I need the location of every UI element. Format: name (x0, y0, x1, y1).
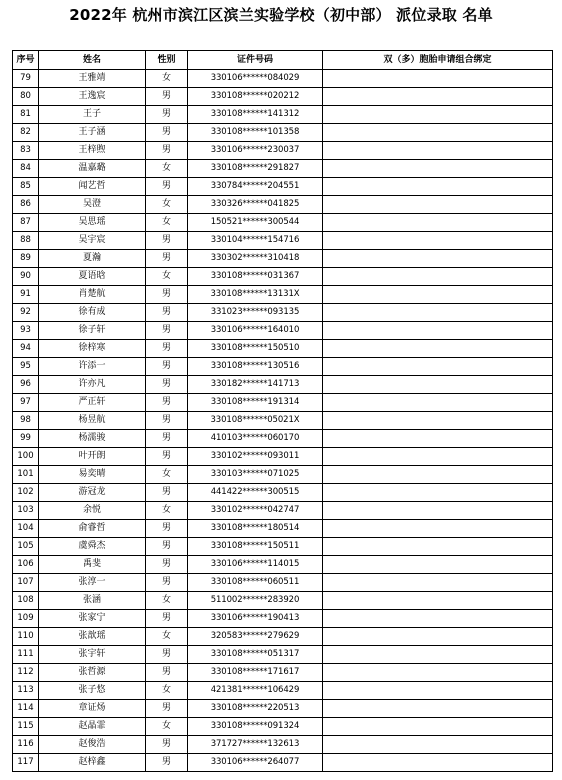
id-number: 330108******051317 (188, 646, 323, 664)
student-gender: 男 (146, 106, 188, 124)
twin-binding (323, 700, 553, 718)
student-name: 温嘉璐 (39, 160, 146, 178)
student-name: 徐梓寒 (39, 340, 146, 358)
id-number: 441422******300515 (188, 484, 323, 502)
twin-binding (323, 250, 553, 268)
table-row (13, 430, 553, 448)
twin-binding (323, 646, 553, 664)
row-index: 102 (13, 484, 39, 502)
table-row (13, 664, 553, 682)
id-number: 330108******130516 (188, 358, 323, 376)
student-name: 张歆瑶 (39, 628, 146, 646)
student-gender: 男 (146, 178, 188, 196)
student-name: 余悦 (39, 502, 146, 520)
student-name: 赵晶霏 (39, 718, 146, 736)
student-gender: 男 (146, 520, 188, 538)
student-name: 王子涵 (39, 124, 146, 142)
id-number: 330108******150510 (188, 340, 323, 358)
student-gender: 女 (146, 628, 188, 646)
row-index: 110 (13, 628, 39, 646)
table-row (13, 340, 553, 358)
twin-binding (323, 448, 553, 466)
student-gender: 女 (146, 268, 188, 286)
id-number: 330103******071025 (188, 466, 323, 484)
row-index: 86 (13, 196, 39, 214)
twin-binding (323, 538, 553, 556)
twin-binding (323, 286, 553, 304)
student-gender: 男 (146, 340, 188, 358)
table-row (13, 592, 553, 610)
row-index: 94 (13, 340, 39, 358)
id-number: 330302******310418 (188, 250, 323, 268)
twin-binding (323, 88, 553, 106)
table-body (13, 70, 553, 772)
table-row (13, 232, 553, 250)
table-row (13, 88, 553, 106)
student-name: 夏瀚 (39, 250, 146, 268)
twin-binding (323, 232, 553, 250)
student-gender: 女 (146, 466, 188, 484)
student-name: 章证炀 (39, 700, 146, 718)
student-name: 张哲源 (39, 664, 146, 682)
student-name: 徐有成 (39, 304, 146, 322)
row-index: 108 (13, 592, 39, 610)
id-number: 330106******084029 (188, 70, 323, 88)
student-gender: 男 (146, 664, 188, 682)
student-gender: 女 (146, 196, 188, 214)
row-index: 91 (13, 286, 39, 304)
id-number: 330108******191314 (188, 394, 323, 412)
id-number: 410103******060170 (188, 430, 323, 448)
student-gender: 男 (146, 484, 188, 502)
student-gender: 男 (146, 232, 188, 250)
id-number: 330106******190413 (188, 610, 323, 628)
row-index: 97 (13, 394, 39, 412)
twin-binding (323, 628, 553, 646)
header-name: 姓名 (39, 51, 146, 70)
twin-binding (323, 466, 553, 484)
row-index: 95 (13, 358, 39, 376)
student-name: 王梓煦 (39, 142, 146, 160)
header-id-number: 证件号码 (188, 51, 323, 70)
row-index: 87 (13, 214, 39, 232)
id-number: 331023******093135 (188, 304, 323, 322)
twin-binding (323, 304, 553, 322)
twin-binding (323, 574, 553, 592)
row-index: 93 (13, 322, 39, 340)
table-row (13, 304, 553, 322)
table-row (13, 484, 553, 502)
twin-binding (323, 214, 553, 232)
id-number: 330108******05021X (188, 412, 323, 430)
twin-binding (323, 592, 553, 610)
row-index: 81 (13, 106, 39, 124)
student-gender: 男 (146, 646, 188, 664)
student-name: 虞舜杰 (39, 538, 146, 556)
row-index: 83 (13, 142, 39, 160)
student-gender: 男 (146, 322, 188, 340)
table-row (13, 412, 553, 430)
id-number: 330108******060511 (188, 574, 323, 592)
student-name: 夏语晗 (39, 268, 146, 286)
table-row (13, 628, 553, 646)
table-row (13, 106, 553, 124)
row-index: 103 (13, 502, 39, 520)
table-row (13, 268, 553, 286)
table-row (13, 610, 553, 628)
twin-binding (323, 340, 553, 358)
table-row (13, 250, 553, 268)
id-number: 330108******171617 (188, 664, 323, 682)
student-gender: 男 (146, 448, 188, 466)
table-row (13, 142, 553, 160)
row-index: 100 (13, 448, 39, 466)
table-row (13, 538, 553, 556)
row-index: 80 (13, 88, 39, 106)
id-number: 330108******101358 (188, 124, 323, 142)
student-gender: 女 (146, 502, 188, 520)
table-row (13, 214, 553, 232)
twin-binding (323, 142, 553, 160)
id-number: 330102******093011 (188, 448, 323, 466)
twin-binding (323, 412, 553, 430)
table-row (13, 322, 553, 340)
twin-binding (323, 196, 553, 214)
twin-binding (323, 610, 553, 628)
table-row (13, 448, 553, 466)
student-name: 张淳一 (39, 574, 146, 592)
row-index: 99 (13, 430, 39, 448)
student-gender: 女 (146, 592, 188, 610)
student-name: 俞睿哲 (39, 520, 146, 538)
student-name: 易奕晴 (39, 466, 146, 484)
twin-binding (323, 754, 553, 772)
row-index: 104 (13, 520, 39, 538)
table-row (13, 682, 553, 700)
student-name: 叶开朗 (39, 448, 146, 466)
student-name: 张子悠 (39, 682, 146, 700)
row-index: 90 (13, 268, 39, 286)
id-number: 421381******106429 (188, 682, 323, 700)
student-gender: 男 (146, 412, 188, 430)
student-gender: 男 (146, 376, 188, 394)
twin-binding (323, 682, 553, 700)
twin-binding (323, 70, 553, 88)
student-name: 张宇轩 (39, 646, 146, 664)
id-number: 371727******132613 (188, 736, 323, 754)
twin-binding (323, 718, 553, 736)
table-row (13, 376, 553, 394)
table-header-row (13, 51, 553, 70)
student-gender: 男 (146, 124, 188, 142)
student-name: 赵俊浩 (39, 736, 146, 754)
twin-binding (323, 268, 553, 286)
twin-binding (323, 106, 553, 124)
row-index: 92 (13, 304, 39, 322)
row-index: 112 (13, 664, 39, 682)
student-name: 赵梓鑫 (39, 754, 146, 772)
table-row (13, 520, 553, 538)
twin-binding (323, 160, 553, 178)
twin-binding (323, 322, 553, 340)
header-gender: 性别 (146, 51, 188, 70)
table-row (13, 178, 553, 196)
twin-binding (323, 430, 553, 448)
twin-binding (323, 484, 553, 502)
id-number: 330108******220513 (188, 700, 323, 718)
student-gender: 女 (146, 160, 188, 178)
twin-binding (323, 664, 553, 682)
student-gender: 女 (146, 70, 188, 88)
row-index: 114 (13, 700, 39, 718)
table-row (13, 754, 553, 772)
row-index: 82 (13, 124, 39, 142)
id-number: 330108******13131X (188, 286, 323, 304)
id-number: 330182******141713 (188, 376, 323, 394)
student-gender: 男 (146, 538, 188, 556)
twin-binding (323, 178, 553, 196)
student-name: 徐子轩 (39, 322, 146, 340)
table-row (13, 124, 553, 142)
student-gender: 男 (146, 700, 188, 718)
student-name: 严正轩 (39, 394, 146, 412)
student-gender: 男 (146, 754, 188, 772)
row-index: 115 (13, 718, 39, 736)
student-gender: 男 (146, 556, 188, 574)
row-index: 89 (13, 250, 39, 268)
row-index: 84 (13, 160, 39, 178)
id-number: 511002******283920 (188, 592, 323, 610)
id-number: 320583******279629 (188, 628, 323, 646)
student-gender: 男 (146, 250, 188, 268)
student-name: 杨昱航 (39, 412, 146, 430)
row-index: 98 (13, 412, 39, 430)
table-row (13, 160, 553, 178)
id-number: 330108******031367 (188, 268, 323, 286)
id-number: 330108******291827 (188, 160, 323, 178)
student-gender: 女 (146, 214, 188, 232)
twin-binding (323, 736, 553, 754)
document-title: 2022年 杭州市滨江区滨兰实验学校（初中部） 派位录取 名单 (69, 6, 493, 24)
student-name: 禹斐 (39, 556, 146, 574)
table-row (13, 358, 553, 376)
twin-binding (323, 358, 553, 376)
admission-table (12, 50, 553, 772)
twin-binding (323, 520, 553, 538)
id-number: 150521******300544 (188, 214, 323, 232)
row-index: 106 (13, 556, 39, 574)
student-gender: 男 (146, 88, 188, 106)
header-index: 序号 (13, 51, 39, 70)
table-row (13, 286, 553, 304)
twin-binding (323, 376, 553, 394)
table-row (13, 718, 553, 736)
table-row (13, 502, 553, 520)
id-number: 330108******180514 (188, 520, 323, 538)
id-number: 330108******150511 (188, 538, 323, 556)
student-gender: 男 (146, 394, 188, 412)
student-gender: 男 (146, 574, 188, 592)
twin-binding (323, 394, 553, 412)
student-gender: 男 (146, 358, 188, 376)
row-index: 111 (13, 646, 39, 664)
id-number: 330326******041825 (188, 196, 323, 214)
table-row (13, 556, 553, 574)
header-twin-binding: 双（多）胞胎申请组合绑定 (323, 51, 553, 70)
student-gender: 女 (146, 682, 188, 700)
table-row (13, 70, 553, 88)
student-name: 吴思瑶 (39, 214, 146, 232)
table-row (13, 700, 553, 718)
student-name: 王逸宸 (39, 88, 146, 106)
row-index: 88 (13, 232, 39, 250)
student-name: 吴澄 (39, 196, 146, 214)
student-name: 许亦凡 (39, 376, 146, 394)
row-index: 105 (13, 538, 39, 556)
row-index: 117 (13, 754, 39, 772)
twin-binding (323, 556, 553, 574)
student-gender: 男 (146, 142, 188, 160)
student-gender: 男 (146, 610, 188, 628)
student-name: 吴宇宸 (39, 232, 146, 250)
table-row (13, 196, 553, 214)
id-number: 330108******020212 (188, 88, 323, 106)
id-number: 330104******154716 (188, 232, 323, 250)
table-row (13, 646, 553, 664)
twin-binding (323, 124, 553, 142)
student-gender: 女 (146, 718, 188, 736)
table-row (13, 574, 553, 592)
row-index: 79 (13, 70, 39, 88)
table-row (13, 736, 553, 754)
id-number: 330108******141312 (188, 106, 323, 124)
table-row (13, 466, 553, 484)
student-name: 许添一 (39, 358, 146, 376)
row-index: 85 (13, 178, 39, 196)
student-gender: 男 (146, 286, 188, 304)
student-name: 王子 (39, 106, 146, 124)
id-number: 330106******164010 (188, 322, 323, 340)
table-row (13, 394, 553, 412)
id-number: 330108******091324 (188, 718, 323, 736)
student-gender: 男 (146, 304, 188, 322)
row-index: 107 (13, 574, 39, 592)
id-number: 330106******264077 (188, 754, 323, 772)
id-number: 330106******114015 (188, 556, 323, 574)
student-name: 张涵 (39, 592, 146, 610)
id-number: 330106******230037 (188, 142, 323, 160)
row-index: 109 (13, 610, 39, 628)
student-gender: 男 (146, 736, 188, 754)
row-index: 113 (13, 682, 39, 700)
id-number: 330102******042747 (188, 502, 323, 520)
twin-binding (323, 502, 553, 520)
row-index: 96 (13, 376, 39, 394)
student-name: 王雅靖 (39, 70, 146, 88)
student-gender: 男 (146, 430, 188, 448)
student-name: 杨濡骏 (39, 430, 146, 448)
row-index: 101 (13, 466, 39, 484)
row-index: 116 (13, 736, 39, 754)
student-name: 游冠龙 (39, 484, 146, 502)
student-name: 肖楚航 (39, 286, 146, 304)
student-name: 张家宁 (39, 610, 146, 628)
student-name: 闻艺哲 (39, 178, 146, 196)
id-number: 330784******204551 (188, 178, 323, 196)
